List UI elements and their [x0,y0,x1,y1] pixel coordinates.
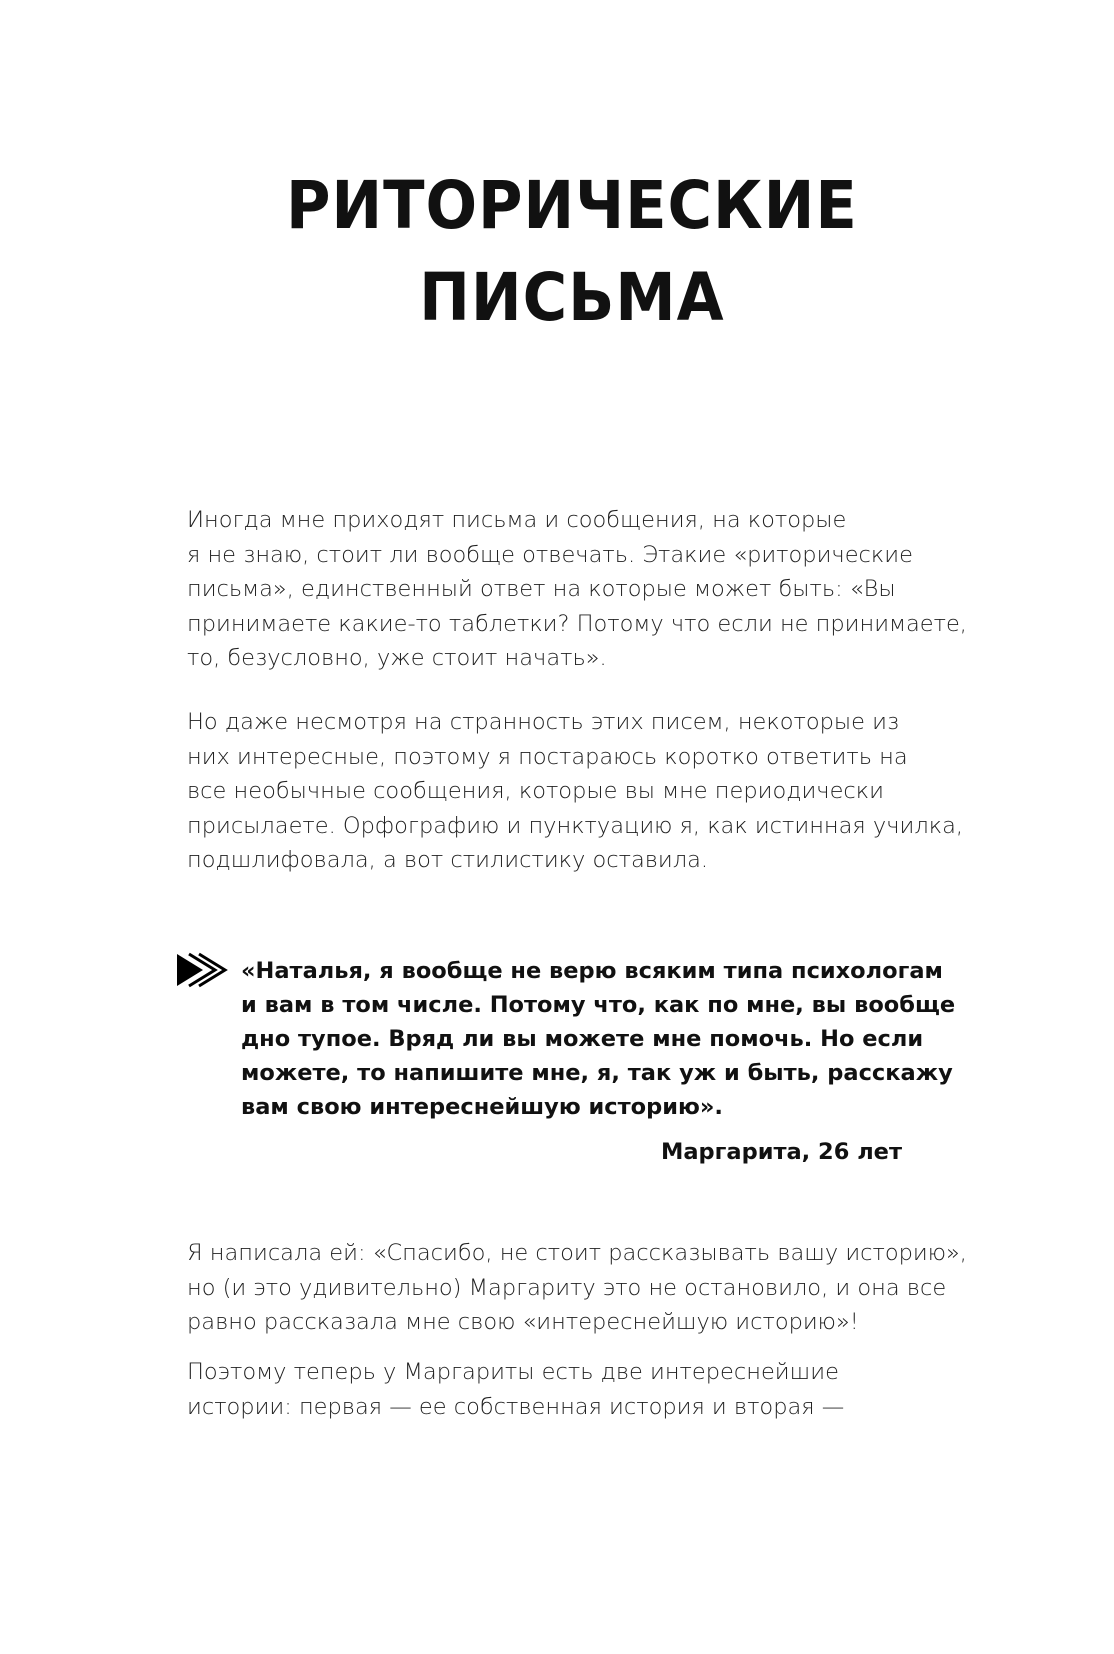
title-line: РИТОРИЧЕСКИЕ [285,167,858,244]
text-line: истории: первая — ее собственная история и вторая — [187,1393,845,1420]
quote-signature: Маргарита, 26 лет [660,1139,902,1165]
text-line: Я написала ей: «Спасибо, не стоит рассказывать вашу историю», [187,1240,967,1266]
quote-line: дно тупое. Вряд ли вы можете мне помочь. Но если [241,1026,924,1052]
text-line: присылаете. Орфографию и пунктуацию я, как истинная училка, [187,812,964,839]
text-line: я не знаю, стоит ли вообще отвечать. Этакие «риторические [187,541,913,568]
text-line: подшлифовала, а вот стилистику оставила. [187,847,709,873]
chapter-title [46,160,1071,344]
text-line: равно рассказала мне свою «интереснейшую историю»! [187,1309,859,1335]
triple-chevron-right-icon [177,952,233,988]
quote-line: вам свою интереснейшую историю». [241,1094,723,1120]
title-line: ПИСЬМА [419,259,725,336]
reader-letter-quote [241,954,955,1124]
text-line: но (и это удивительно) Маргариту это не остановило, и она все [187,1274,947,1301]
quote-line: «Наталья, я вообще не верю всяким типа психологам [241,958,943,984]
text-line: письма», единственный ответ на которые может быть: «Вы [187,576,896,602]
text-line: то, безусловно, уже стоит начать». [187,645,607,671]
quote-line: можете, то напишите мне, я, так уж и быть, расскажу [241,1060,953,1086]
paragraph-reply [187,1236,967,1340]
paragraph-intro [187,503,967,676]
text-line: Иногда мне приходят письма и сообщения, на которые [187,507,847,533]
paragraph-conclusion [187,1355,967,1424]
text-line: Поэтому теперь у Маргариты есть две интереснейшие [187,1359,839,1385]
text-line: них интересные, поэтому я постараюсь коротко ответить на [187,743,908,770]
text-line: принимаете какие-то таблетки? Потому что если не принимаете, [187,610,967,637]
paragraph-second [187,705,967,878]
text-line: Но даже несмотря на странность этих писем, некоторые из [187,709,900,735]
text-line: все необычные сообщения, которые вы мне периодически [187,778,884,804]
quote-line: и вам в том числе. Потому что, как по мне, вы вообще [241,992,956,1018]
